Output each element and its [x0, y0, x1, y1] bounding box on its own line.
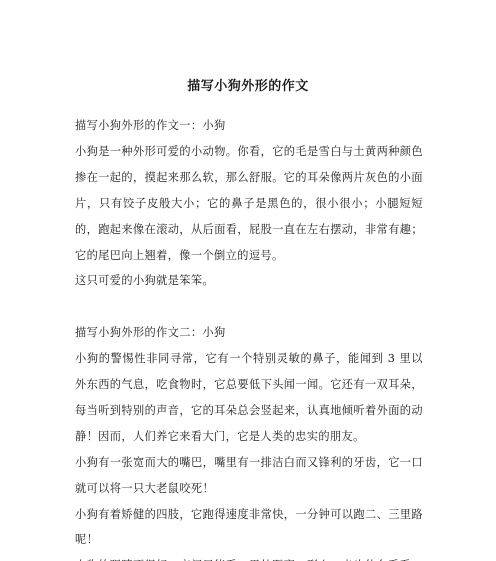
document-body: [75, 113, 423, 561]
section-2-heading: 描写小狗外形的作文二：小狗: [75, 326, 226, 340]
section-1-heading: 描写小狗外形的作文一：小狗: [75, 119, 226, 132]
section-1-paragraph-2: 这只可爱的小狗就是笨笨。: [75, 274, 215, 288]
section-1-paragraph-1: 小狗是一种外形可爱的小动物。你看，它的毛是雪白与土黄两种颜色掺在一起的，摸起来那么软，那么舒服。它的耳朵像两片灰色的小面片，只有饺子皮般大小；它的鼻子是黑色的，很小很小；小腿短短的，跑起来像在滚动，从后面看，屁股一直在左右摆动，非常有趣；它的尾巴向上翘着，像一个倒立的逗号。: [75, 144, 423, 262]
section-2-paragraph-3: 小狗有着矫健的四肢，它跑得速度非常快，一分钟可以跑二、三里路呢！: [75, 507, 423, 547]
section-2-paragraph-2: 小狗有一张宽而大的嘴巴，嘴里有一排洁白而又锋利的牙齿，它一口就可以将一只大老鼠咬死！: [75, 455, 423, 495]
section-gap: [75, 294, 423, 320]
section-2-paragraph-4: [75, 553, 423, 561]
document-title: 描写小狗外形的作文: [187, 79, 309, 94]
section-2-paragraph-1: 小狗的警惕性非同寻常，它有一个特别灵敏的鼻子，能闻到 3 里以外东西的气息，吃食物时，它总要低下头闻一闻。它还有一双耳朵，每当听到特别的声音，它的耳朵总会竖起来，认真地倾听着外面的动静！因而，人们养它来看大门，它是人类的忠实的朋友。: [75, 352, 423, 443]
